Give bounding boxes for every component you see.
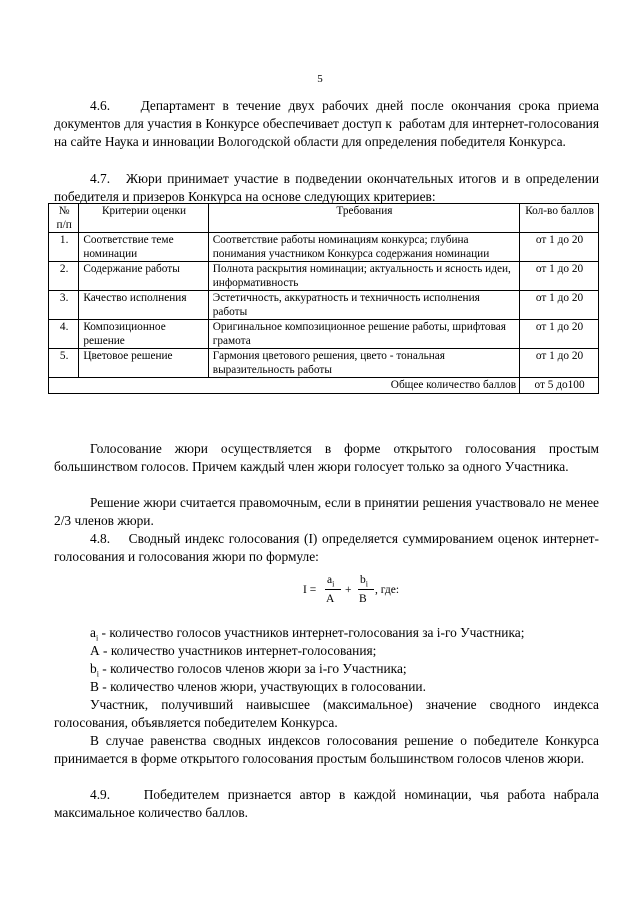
paragraph-4-6: 4.6. Департамент в течение двух рабочих дней после окончания срока приема документов для участия в Конкурсе обеспечивает доступ к работам для интернет-голосования на сайте Наука и инновации Вологодской области для определения победителя Конкурса. xyxy=(54,98,599,150)
definition-b: $b_i$ - количество голосов членов жюри за i-го Участника; xyxy=(90,661,407,679)
paragraph-tie: В случае равенства сводных индексов голосования решение о победителе Конкурса принимается в форме открытого голосования простым большинством голосов членов жюри. xyxy=(54,733,599,767)
row-num: 4. xyxy=(49,320,79,349)
page-number: 5 xyxy=(317,73,323,85)
table-row xyxy=(49,291,599,320)
header-points: Кол-во баллов xyxy=(520,204,599,233)
row-requirements: Соответствие работы номинациям конкурса; глубина понимания участником Конкурса содержания номинации xyxy=(208,233,519,262)
row-criteria: Цветовое решение xyxy=(79,349,208,378)
paragraph-voting: Голосование жюри осуществляется в форме открытого голосования простым большинством голосов. Причем каждый член жюри голосует только за одного Участника. xyxy=(54,441,599,475)
row-requirements: Полнота раскрытия номинации; актуальность и ясность идеи, информативность xyxy=(208,262,519,291)
header-requirements: Требования xyxy=(208,204,519,233)
paragraph-4-7: 4.7. Жюри принимает участие в подведении окончательных итогов и в определении победителя и призеров Конкурса на основе следующих критериев: xyxy=(54,171,599,205)
row-num: 5. xyxy=(49,349,79,378)
paragraph-quorum: Решение жюри считается правомочным, если в принятии решения участвовало не менее 2/3 членов жюри. xyxy=(54,495,599,529)
row-num: 3. xyxy=(49,291,79,320)
table-total-row xyxy=(49,378,599,394)
row-criteria: Содержание работы xyxy=(79,262,208,291)
table-row xyxy=(49,349,599,378)
table-row xyxy=(49,262,599,291)
table-row xyxy=(49,320,599,349)
row-points: от 1 до 20 xyxy=(520,349,599,378)
table-header-row xyxy=(49,204,599,233)
formula-numerator-a: $a_i$ xyxy=(327,574,335,589)
row-criteria: Качество исполнения xyxy=(79,291,208,320)
row-requirements: Эстетичность, аккуратность и техничность исполнения работы xyxy=(208,291,519,320)
row-criteria: Соответствие теме номинации xyxy=(79,233,208,262)
formula-numerator-b: $b_i$ xyxy=(360,574,368,589)
header-num: № п/п xyxy=(49,204,79,233)
definition-B: В - количество членов жюри, участвующих в голосовании. xyxy=(90,679,426,694)
criteria-table xyxy=(48,203,599,394)
row-requirements: Гармония цветового решения, цвето - тональная выразительность работы xyxy=(208,349,519,378)
row-points: от 1 до 20 xyxy=(520,320,599,349)
formula-tail: , где: xyxy=(375,584,400,596)
fraction-line-a xyxy=(325,589,341,590)
definition-A: А - количество участников интернет-голосования; xyxy=(90,643,377,658)
row-num: 2. xyxy=(49,262,79,291)
formula-plus: + xyxy=(345,584,352,596)
formula-denominator-a: A xyxy=(326,593,335,605)
definition-a: $a_i$ - количество голосов участников интернет-голосования за i-го Участника; xyxy=(90,625,525,643)
row-requirements: Оригинальное композиционное решение работы, шрифтовая грамота xyxy=(208,320,519,349)
paragraph-4-9: 4.9. Победителем признается автор в каждой номинации, чья работа набрала максимальное количество баллов. xyxy=(54,787,599,821)
formula-denominator-b: B xyxy=(359,593,367,605)
paragraph-winner: Участник, получивший наивысшее (максимальное) значение сводного индекса голосования, объявляется победителем Конкурса. xyxy=(54,697,599,731)
row-points: от 1 до 20 xyxy=(520,262,599,291)
header-criteria: Критерии оценки xyxy=(79,204,208,233)
table-row xyxy=(49,233,599,262)
row-points: от 1 до 20 xyxy=(520,233,599,262)
total-label: Общее количество баллов xyxy=(49,378,520,394)
total-value: от 5 до100 xyxy=(520,378,599,394)
fraction-line-b xyxy=(358,589,374,590)
formula-lhs: I = xyxy=(303,584,317,596)
row-points: от 1 до 20 xyxy=(520,291,599,320)
row-criteria: Композиционное решение xyxy=(79,320,208,349)
row-num: 1. xyxy=(49,233,79,262)
paragraph-4-8: 4.8. Сводный индекс голосования (I) определяется суммированием оценок интернет-голосования и голосования жюри по формуле: xyxy=(54,531,599,565)
